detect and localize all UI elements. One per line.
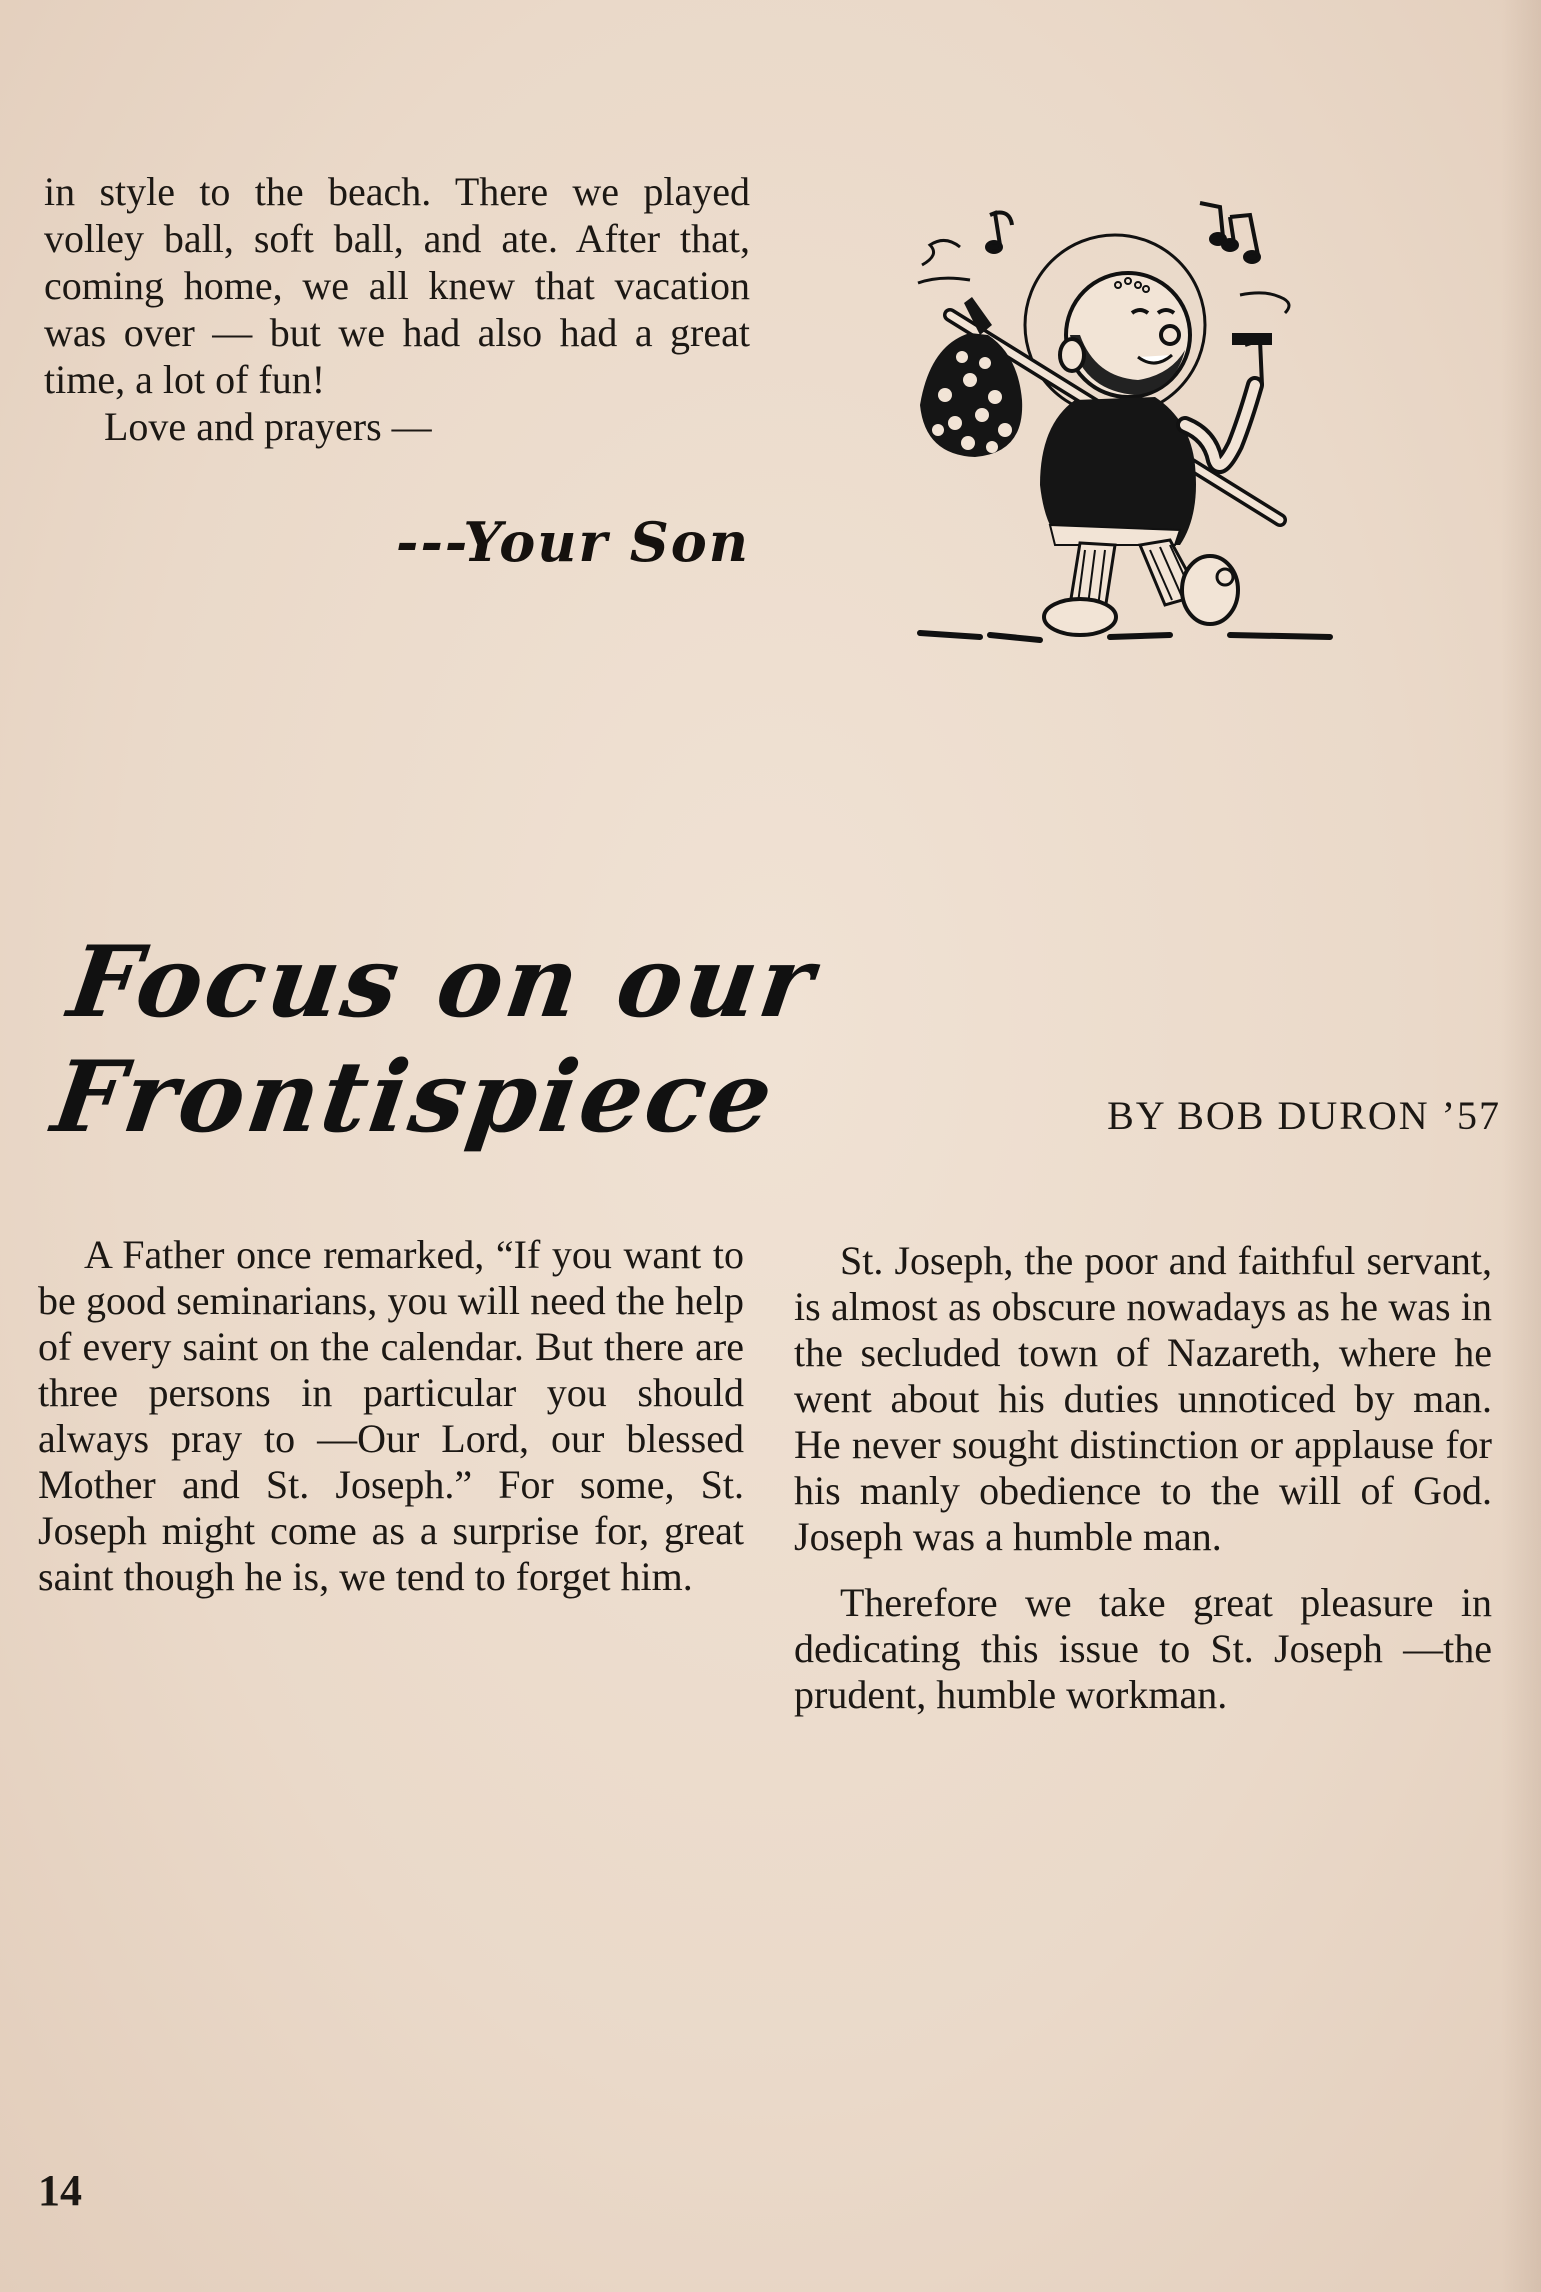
cartoon-seminarian-with-bindle-icon [900, 185, 1350, 665]
letter-paragraph: in style to the beach. There we played volley ball, soft ball, and ate. After that, coming home, we all knew that vacation was over — but we had also had a great time, a lot of fun! [44, 169, 750, 402]
article-left-column [38, 1232, 744, 1600]
article-paragraph: A Father once remarked, “If you want to be good seminarians, you will need the help of every saint on the calendar. But there are three persons in particular you should always pray to —Our Lord, our blessed Mother and St. Joseph.” For some, St. Joseph might come as a surprise for, great saint though he is, we tend to forget him. [38, 1232, 744, 1599]
letter-closing: Love and prayers — [104, 404, 432, 449]
article-right-column [794, 1238, 1492, 1718]
letter-signature: ---Your Son [396, 510, 750, 574]
page-number: 14 [38, 2166, 82, 2215]
article-byline: BY BOB DURON ’57 [1107, 1093, 1501, 1138]
article-paragraph: St. Joseph, the poor and faithful servant, is almost as obscure nowadays as he was in the secluded town of Nazareth, where he went about his duties unnoticed by man. He never sought distinction or applause for his manly obedience to the will of God. Joseph was a humble man. [794, 1238, 1492, 1559]
letter-text [44, 168, 750, 450]
article-paragraph: Therefore we take great pleasure in dedicating this issue to St. Joseph —the prudent, humble workman. [794, 1580, 1492, 1717]
article-title: Focus on our Frontispiece [46, 925, 824, 1155]
